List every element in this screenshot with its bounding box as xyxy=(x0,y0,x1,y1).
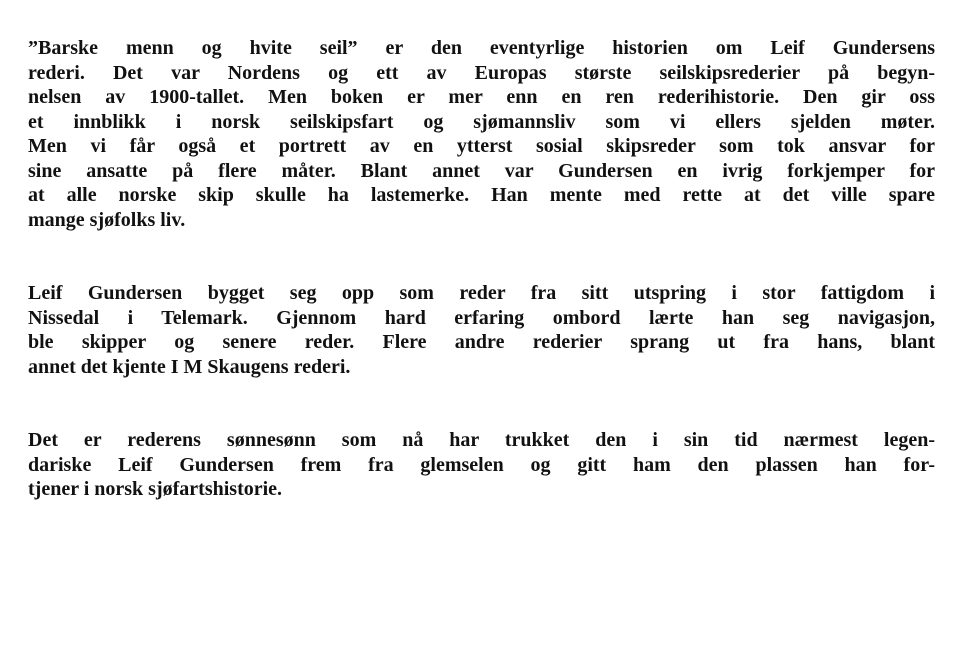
text-line: rederi. Det var Nordens og ett av Europas største seilskipsrederier på begyn- xyxy=(28,61,935,84)
text-line: Det er rederens sønnesønn som nå har trukket den i sin tid nærmest legen- xyxy=(28,429,935,451)
text-line: at alle norske skip skulle ha lastemerke. Han mente med rette at det ville spare xyxy=(28,184,935,206)
text-line: Nissedal i Telemark. Gjennom hard erfaring ombord lærte han seg navigasjon, xyxy=(28,306,935,329)
text-line: Men vi får også et portrett av en ytterst sosial skipsreder som tok ansvar for xyxy=(28,135,935,157)
text-line: tjener i norsk sjøfartshistorie. xyxy=(28,478,283,500)
text-line: dariske Leif Gundersen frem fra glemselen og gitt ham den plassen han for- xyxy=(28,453,935,476)
text-line: et innblikk i norsk seilskipsfart og sjømannsliv som vi ellers sjelden møter. xyxy=(28,110,935,133)
text-line: nelsen av 1900-tallet. Men boken er mer enn en ren rederihistorie. Den gir oss xyxy=(28,86,935,108)
text-line: ble skipper og senere reder. Flere andre rederier sprang ut fra hans, blant xyxy=(28,331,935,353)
paragraph-2 xyxy=(28,281,935,379)
text-line: ”Barske menn og hvite seil” er den eventyrlige historien om Leif Gundersens xyxy=(28,37,935,59)
text-line: mange sjøfolks liv. xyxy=(28,208,186,231)
text-line: sine ansatte på flere måter. Blant annet var Gundersen en ivrig forkjemper for xyxy=(28,159,935,182)
text-line: Leif Gundersen bygget seg opp som reder fra sitt utspring i stor fattigdom i xyxy=(28,282,935,304)
paragraph-1 xyxy=(28,36,935,232)
text-line: annet det kjente I M Skaugens rederi. xyxy=(28,355,351,378)
paragraph-3 xyxy=(28,428,935,502)
document-page xyxy=(28,36,935,551)
